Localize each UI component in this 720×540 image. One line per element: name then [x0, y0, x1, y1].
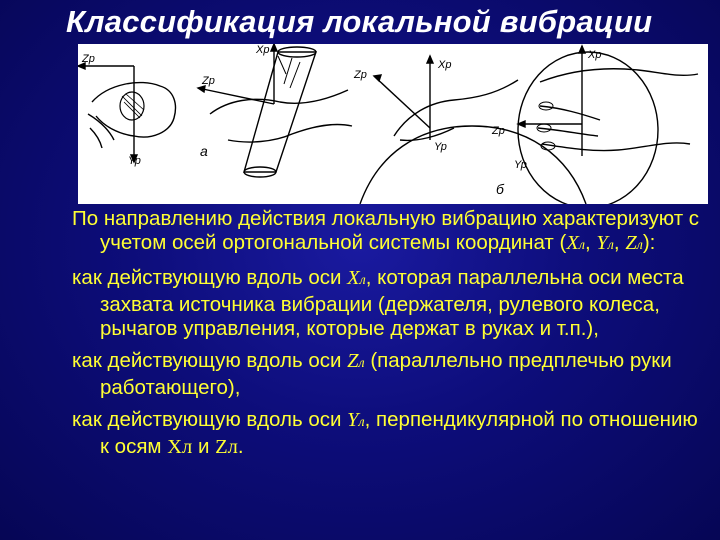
hand-2-outline: [210, 90, 352, 142]
axis-z-description: (параллельно предплечью руки работающего),: [100, 349, 672, 399]
label-zp-3: Zp: [354, 69, 367, 81]
axis-x-symbol: X: [566, 232, 579, 254]
paragraph-axis-x: [72, 266, 712, 341]
axis-x-reference: Xл: [167, 436, 193, 458]
axis-z-reference: Zл: [215, 436, 238, 458]
panel-label-b: б: [496, 181, 504, 197]
axis-y-symbol: Y: [347, 409, 359, 431]
label-zp-1: Zp: [82, 53, 95, 65]
intro-text: По направлению действия локальную вибрацию характеризуют с учетом осей ортогональной системы координат (: [72, 207, 700, 254]
label-xp-2: Xp: [256, 44, 270, 56]
axis-z-3: [374, 76, 430, 128]
label-yp-1: Yp: [128, 155, 141, 167]
label-xp-3: Xp: [438, 59, 452, 71]
axis-y-symbol: Y: [596, 232, 608, 254]
axis-x-subscript: л: [578, 238, 585, 253]
label-yp-3: Yp: [434, 141, 447, 153]
slide-title: Классификация локальной вибрации: [66, 4, 653, 39]
axis-x-subscript: л: [359, 273, 366, 288]
separator: ,: [584, 231, 597, 254]
paragraph-axis-y: [72, 408, 712, 459]
axis-x-lead: как действующую вдоль оси: [72, 266, 348, 289]
hand-1-wrist: [88, 114, 114, 148]
cylinder: [244, 52, 316, 172]
axis-y-subscript: л: [607, 238, 614, 253]
hand-4-outline: [538, 69, 698, 151]
axis-x-symbol: X: [347, 267, 360, 289]
label-zp-2: Zp: [202, 75, 215, 87]
axis-z-symbol: Z: [347, 350, 359, 372]
axis-z-subscript: л: [358, 356, 365, 371]
axis-y-lead: как действующую вдоль оси: [72, 408, 348, 431]
intro-end: ):: [642, 231, 656, 254]
panel-label-a: a: [200, 143, 208, 159]
axis-z-lead: как действующую вдоль оси: [72, 349, 348, 372]
label-xp-4: Xp: [588, 49, 602, 61]
sentence-end: .: [237, 435, 244, 458]
hand-axes-drawing: [78, 44, 708, 204]
axis-x-description: , которая параллельна оси места захвата источника вибрации (держателя, рулевого колеса, рычагов управления, которые держат в руках и т.п.),: [100, 266, 684, 340]
axis-y-subscript: л: [358, 415, 365, 430]
label-zp-4: Zp: [492, 125, 505, 137]
body-text: [72, 207, 712, 459]
separator: ,: [613, 231, 626, 254]
paragraph-axis-z: [72, 349, 712, 400]
axis-z-subscript: л: [636, 238, 643, 253]
label-yp-4: Yp: [514, 159, 527, 171]
dome: [360, 126, 586, 204]
paragraph-directions-intro: [72, 207, 712, 258]
conjunction: и: [192, 435, 216, 458]
hand-axes-figure: [78, 44, 708, 204]
axis-y-description: , перпендикулярной по отношению к осям: [100, 408, 698, 458]
axis-z-symbol: Z: [625, 232, 637, 254]
